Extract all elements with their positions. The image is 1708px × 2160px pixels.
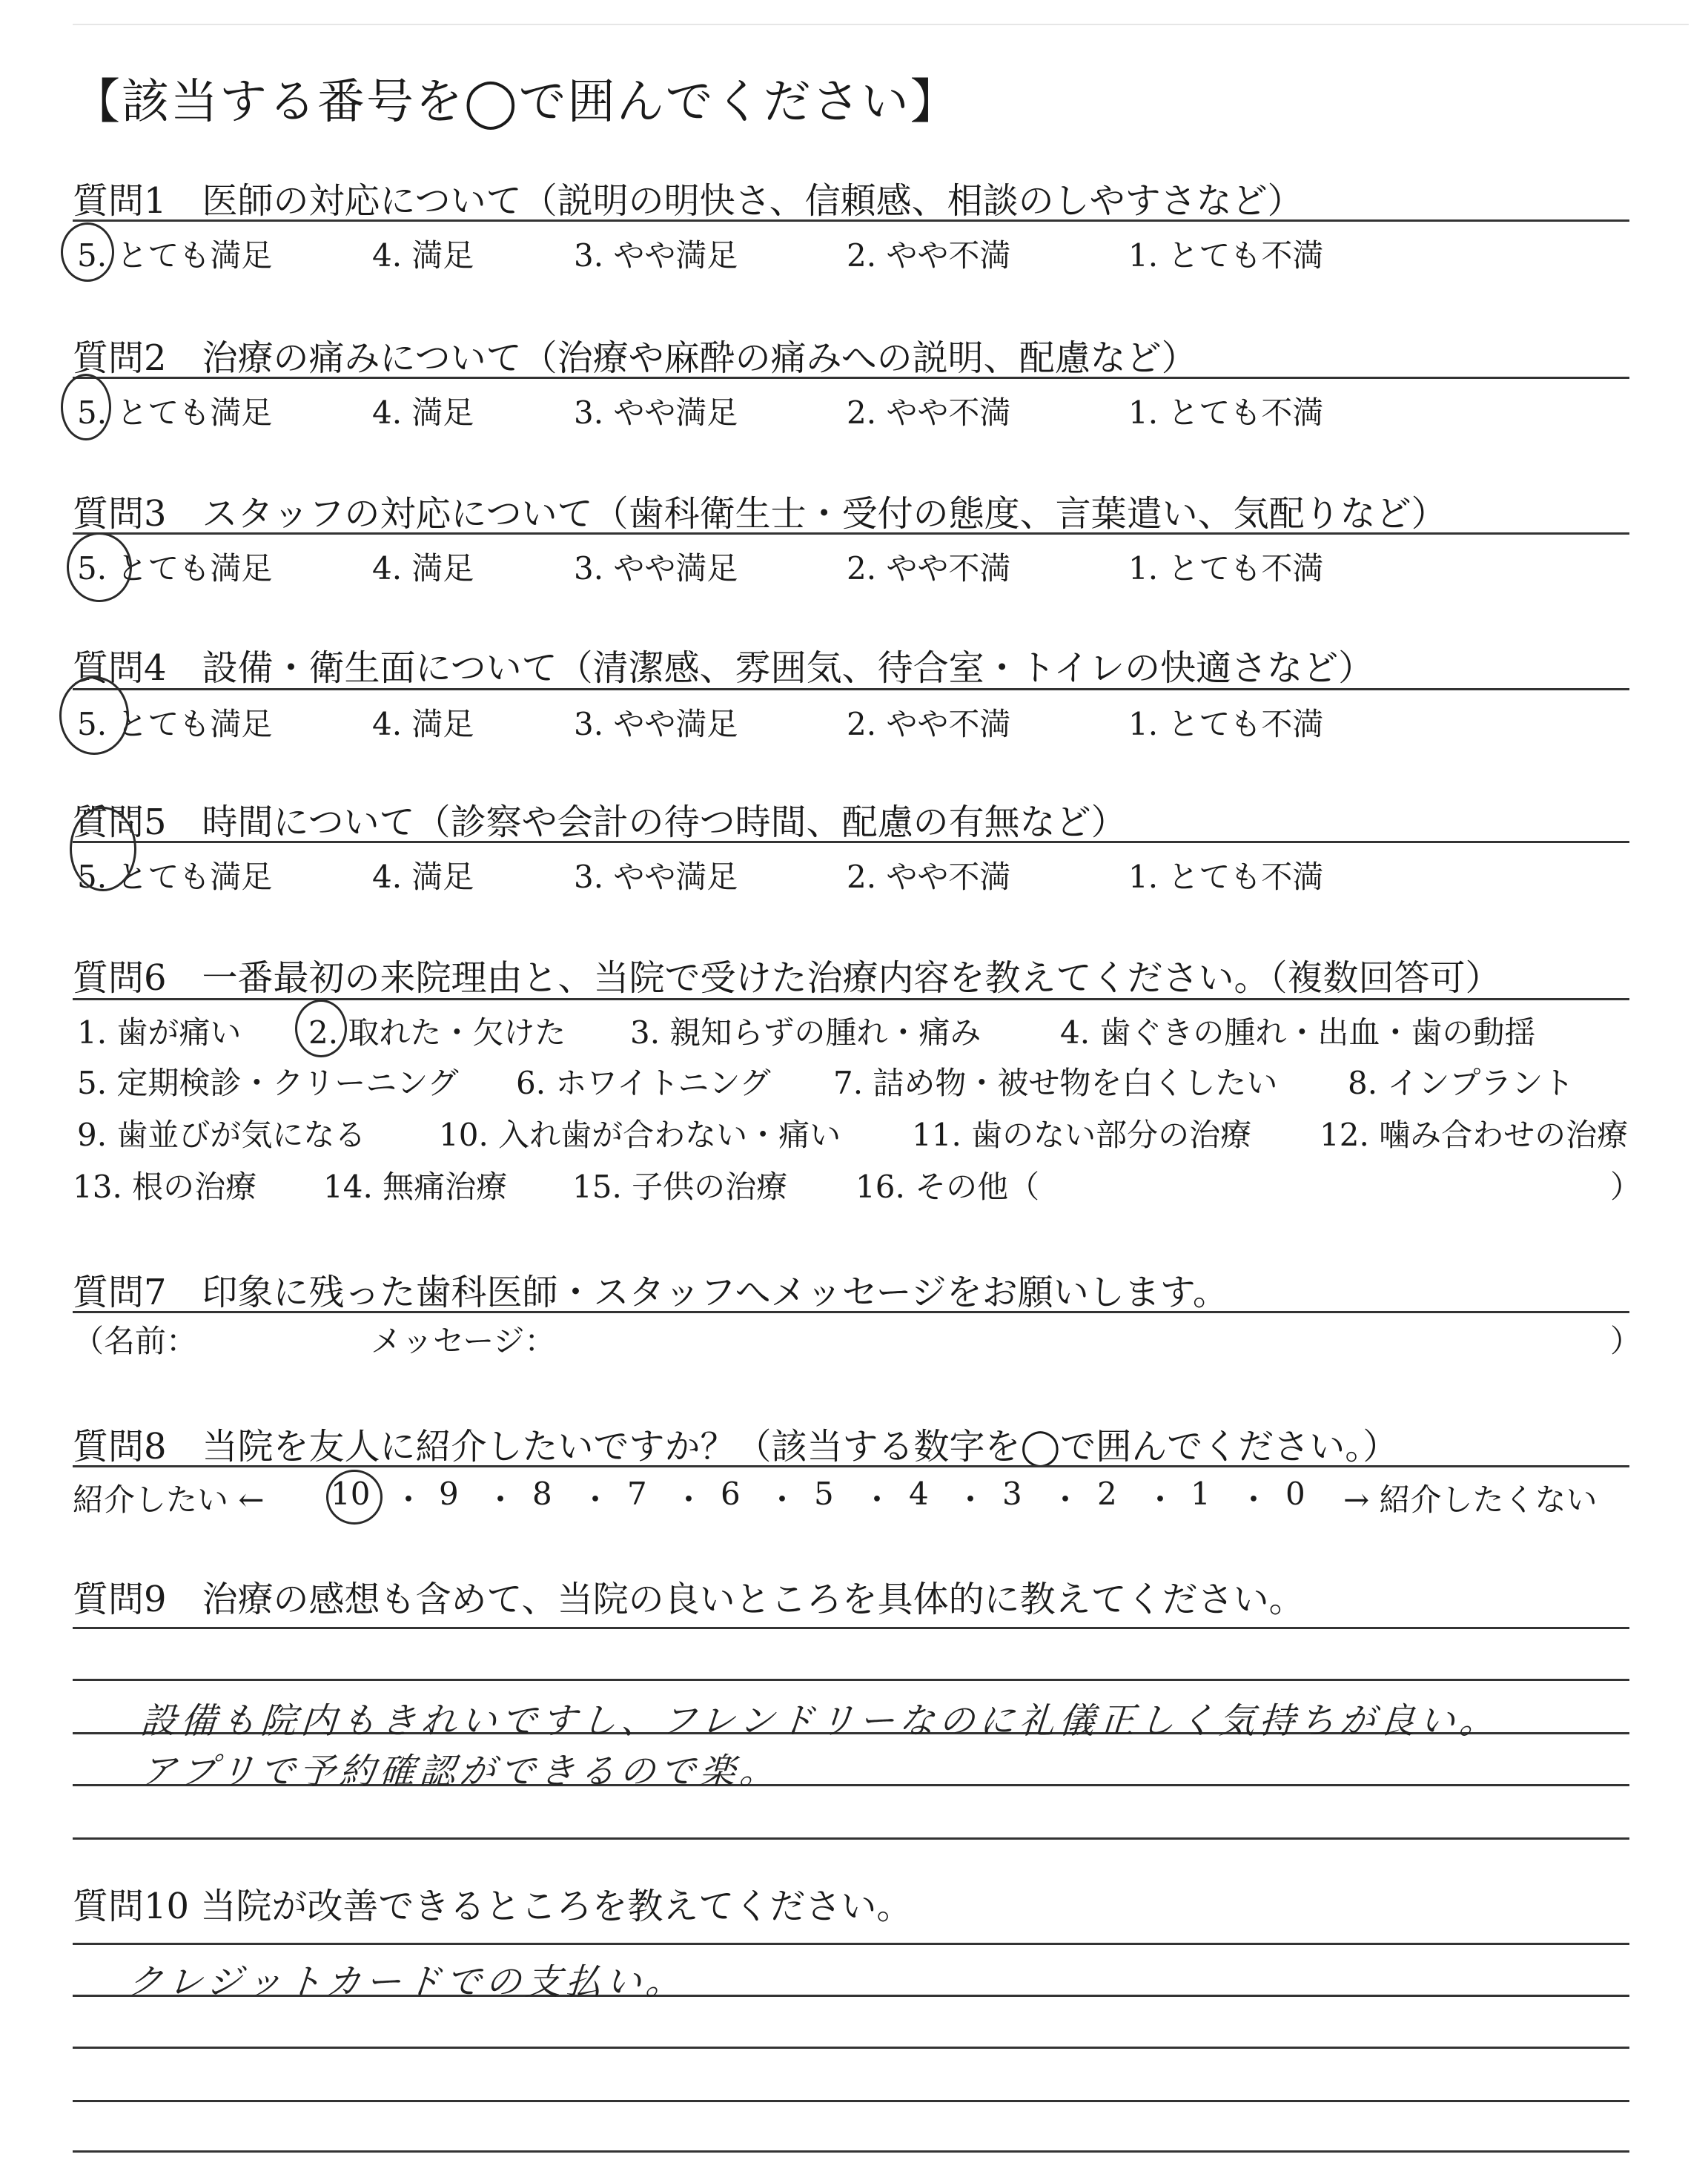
q8-scale-dot: ・ (580, 1482, 612, 1518)
q4-option-2[interactable]: 2. やや不満 (847, 706, 1011, 742)
q10-line-4 (73, 2100, 1629, 2102)
q4-option-4[interactable]: 4. 満足 (372, 706, 474, 742)
q2-option-3[interactable]: 3. やや満足 (574, 394, 738, 431)
q6-option-5[interactable]: 5. 定期検診・クリーニング (77, 1065, 459, 1101)
question-8-rule (73, 1465, 1629, 1467)
q6-option-3[interactable]: 3. 親知らずの腫れ・痛み (630, 1014, 982, 1051)
q6-option-7[interactable]: 7. 詰め物・被せ物を白くしたい (833, 1065, 1278, 1101)
question-10-title: 質問10 当院が改善できるところを教えてください。 (73, 1886, 913, 1927)
q10-handwritten-answer: クレジットカードでの支払い。 (125, 1961, 688, 2003)
q9-line-1 (73, 1627, 1629, 1629)
q8-scale-dot: ・ (393, 1482, 425, 1518)
q8-scale-10[interactable]: 10 (331, 1476, 371, 1512)
q6-option-2[interactable]: 2. 取れた・欠けた (308, 1014, 566, 1051)
q6-option-9[interactable]: 9. 歯並びが気になる (77, 1117, 366, 1153)
q8-scale-dot: ・ (955, 1482, 987, 1518)
q9-line-2 (73, 1679, 1629, 1681)
q8-scale-right-label: → 紹介したくない (1343, 1482, 1598, 1518)
question-3-title: 質問3 スタッフの対応について（歯科衛生士・受付の態度、言葉遣い、気配りなど） (73, 493, 1447, 535)
q8-scale-4[interactable]: 4 (909, 1476, 929, 1512)
question-3-rule (73, 532, 1629, 535)
q4-answer-circle (59, 676, 129, 755)
q9-line-5 (73, 1837, 1629, 1840)
q6-option-1[interactable]: 1. 歯が痛い (77, 1014, 242, 1051)
q8-scale-dot: ・ (1238, 1482, 1270, 1518)
q4-option-5[interactable]: 5. とても満足 (77, 706, 273, 742)
question-5-rule (73, 841, 1629, 843)
q10-line-3 (73, 2047, 1629, 2049)
q8-answer-circle (326, 1470, 383, 1525)
q5-option-5[interactable]: 5. とても満足 (77, 859, 273, 895)
q6-answer-circle (295, 1000, 347, 1057)
question-8-title: 質問8 当院を友人に紹介したいですか？（該当する数字を◯で囲んでください。） (73, 1426, 1399, 1467)
question-6-rule (73, 998, 1629, 1000)
q8-scale-8[interactable]: 8 (532, 1476, 552, 1512)
q1-option-3[interactable]: 3. やや満足 (574, 237, 738, 274)
q6-option-16[interactable]: 16. その他（ (855, 1169, 1040, 1205)
q1-answer-circle (61, 222, 114, 282)
question-7-title: 質問7 印象に残った歯科医師・スタッフへメッセージをお願いします。 (73, 1272, 1228, 1313)
q2-option-1[interactable]: 1. とても不満 (1128, 394, 1324, 431)
q1-option-1[interactable]: 1. とても不満 (1128, 237, 1324, 274)
q4-option-3[interactable]: 3. やや満足 (574, 706, 738, 742)
q2-option-2[interactable]: 2. やや不満 (847, 394, 1011, 431)
q8-scale-dot: ・ (673, 1482, 705, 1518)
q6-option-10[interactable]: 10. 入れ歯が合わない・痛い (439, 1117, 841, 1153)
q3-option-2[interactable]: 2. やや不満 (847, 550, 1011, 587)
q10-line-1 (73, 1943, 1629, 1945)
question-2-title: 質問2 治療の痛みについて（治療や麻酔の痛みへの説明、配慮など） (73, 337, 1197, 379)
q7-name-label: （名前： (73, 1323, 198, 1359)
q8-scale-6[interactable]: 6 (721, 1476, 741, 1512)
q9-handwritten-answer-line-1: 設備も院内もきれいですし、フレンドリーなのに礼儀正しく気持ちが良い。 (139, 1700, 1501, 1742)
q3-option-4[interactable]: 4. 満足 (372, 550, 474, 587)
q3-option-3[interactable]: 3. やや満足 (574, 550, 738, 587)
q8-scale-1[interactable]: 1 (1191, 1476, 1211, 1512)
q1-option-5[interactable]: 5. とても満足 (77, 237, 273, 274)
q9-handwritten-answer-line-2: アプリで予約確認ができるので楽。 (139, 1751, 781, 1792)
question-6-title: 質問6 一番最初の来院理由と、当院で受けた治療内容を教えてください。（複数回答可） (73, 957, 1501, 999)
top-border (73, 24, 1689, 25)
question-7-rule (73, 1311, 1629, 1313)
q5-answer-circle (70, 807, 136, 891)
q8-scale-0[interactable]: 0 (1285, 1476, 1305, 1512)
question-4-title: 質問4 設備・衛生面について（清潔感、雰囲気、待合室・トイレの快適さなど） (73, 647, 1374, 689)
q8-scale-dot: ・ (767, 1482, 798, 1518)
q3-answer-circle (67, 532, 132, 602)
q8-scale-dot: ・ (1145, 1482, 1176, 1518)
q8-scale-3[interactable]: 3 (1002, 1476, 1022, 1512)
q1-option-2[interactable]: 2. やや不満 (847, 237, 1011, 274)
q7-close-paren: ） (1610, 1323, 1642, 1359)
q5-option-2[interactable]: 2. やや不満 (847, 859, 1011, 895)
q4-option-1[interactable]: 1. とても不満 (1128, 706, 1324, 742)
q3-option-5[interactable]: 5. とても満足 (77, 550, 273, 587)
q2-answer-circle (61, 374, 111, 440)
question-2-rule (73, 377, 1629, 379)
q5-option-1[interactable]: 1. とても不満 (1128, 859, 1324, 895)
q8-scale-9[interactable]: 9 (439, 1476, 459, 1512)
q6-option-11[interactable]: 11. 歯のない部分の治療 (912, 1117, 1252, 1153)
q8-scale-left-label: 紹介したい ← (73, 1482, 265, 1518)
q8-scale-2[interactable]: 2 (1097, 1476, 1117, 1512)
q6-option-14[interactable]: 14. 無痛治療 (323, 1169, 508, 1205)
question-9-title: 質問9 治療の感想も含めて、当院の良いところを具体的に教えてください。 (73, 1579, 1305, 1620)
question-4-rule (73, 688, 1629, 690)
q6-option-6[interactable]: 6. ホワイトニング (516, 1065, 771, 1101)
question-1-rule (73, 219, 1629, 222)
q3-option-1[interactable]: 1. とても不満 (1128, 550, 1324, 587)
q2-option-4[interactable]: 4. 満足 (372, 394, 474, 431)
q8-scale-5[interactable]: 5 (814, 1476, 834, 1512)
q5-option-3[interactable]: 3. やや満足 (574, 859, 738, 895)
q6-option-15[interactable]: 15. 子供の治療 (572, 1169, 788, 1205)
q2-option-5[interactable]: 5. とても満足 (77, 394, 273, 431)
q8-scale-dot: ・ (861, 1482, 893, 1518)
form-instruction-header: 【該当する番号を◯で囲んでください】 (73, 75, 959, 130)
q8-scale-7[interactable]: 7 (627, 1476, 647, 1512)
q6-option-4[interactable]: 4. 歯ぐきの腫れ・出血・歯の動揺 (1060, 1014, 1536, 1051)
question-1-title: 質問1 医師の対応について（説明の明快さ、信頼感、相談のしやすさなど） (73, 180, 1303, 222)
q8-scale-dot: ・ (1050, 1482, 1082, 1518)
q7-message-label: メッセージ： (371, 1323, 556, 1359)
q5-option-4[interactable]: 4. 満足 (372, 859, 474, 895)
question-5-title: 質問5 時間について（診察や会計の待つ時間、配慮の有無など） (73, 802, 1127, 843)
q10-line-5 (73, 2150, 1629, 2153)
q6-option-8[interactable]: 8. インプラント (1348, 1065, 1575, 1101)
q6-option-16-close: ） (1610, 1169, 1642, 1205)
q8-scale-dot: ・ (485, 1482, 517, 1518)
q6-option-12[interactable]: 12. 噛み合わせの治療 (1320, 1117, 1629, 1153)
q6-option-13[interactable]: 13. 根の治療 (73, 1169, 257, 1205)
q1-option-4[interactable]: 4. 満足 (372, 237, 474, 274)
